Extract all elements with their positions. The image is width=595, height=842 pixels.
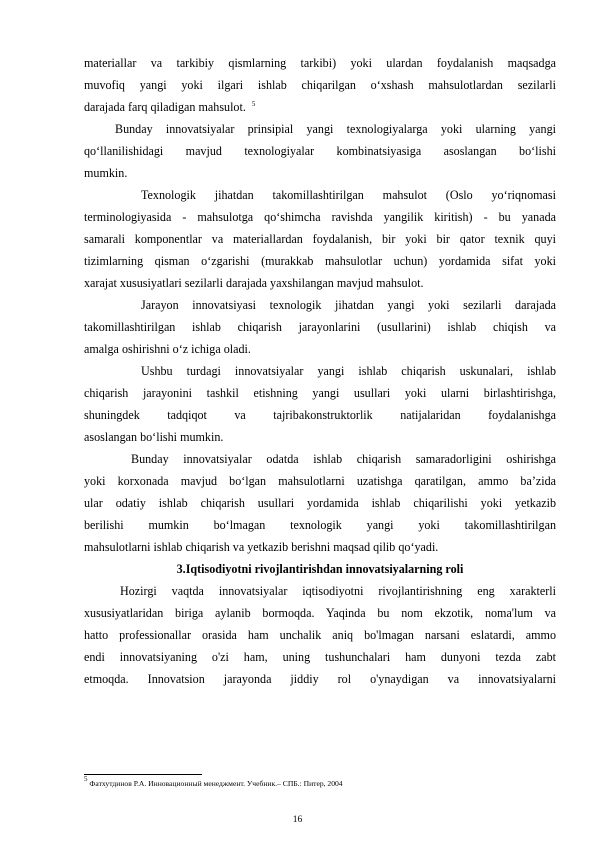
paragraph-6 (84, 448, 556, 558)
text-line: qo‘llanilishidagi mavjud texnologiyalar kombinatsiyasiga asoslangan bo‘lishi (84, 144, 556, 158)
footnote-reference[interactable]: 5 (251, 100, 256, 108)
text-line: shuningdek tadqiqot va tajribakonstruktorlik natijalaridan foydalanishga (84, 408, 556, 422)
text-line: muvofiq yangi yoki ilgari ishlab chiqarilgan o‘xshash mahsulotlardan sezilarli (84, 78, 556, 92)
text-line: yoki korxonada mavjud bo‘lgan mahsulotlarni uzatishga qaratilgan, ammo ba’zida (84, 474, 556, 488)
text-line: Bunday innovatsiyalar odatda ishlab chiqarish samaradorligini oshirishga (131, 452, 556, 466)
text-line: Texnologik jihatdan takomillashtirilgan mahsulot (Oslo yo‘riqnomasi (141, 188, 556, 202)
text-line: tizimlarning qisman o‘zgarishi (murakkab mahsulotlar uchun) yordamida sifat yoki (84, 254, 556, 268)
footnote-divider (84, 774, 202, 775)
text-line: berilishi mumkin bo‘lmagan texnologik yangi yoki takomillashtirilgan (84, 518, 556, 532)
text-line: materiallar va tarkibiy qismlarning tarkibi) yoki ulardan foydalanish maqsadga (84, 56, 556, 70)
paragraph-2 (84, 118, 556, 184)
text-line: takomillashtirilgan ishlab chiqarish jarayonlarini (usullarini) ishlab chiqish va (84, 320, 556, 334)
paragraph-4 (84, 294, 556, 360)
text-line: xarajat xususiyatlari sezilarli darajada yaxshilangan mavjud mahsulot. (84, 276, 424, 290)
text-line: samarali komponentlar va materiallardan foydalanish, bir yoki bir qator texnik quyi (84, 232, 556, 246)
text-line: Hozirgi vaqtda innovatsiyalar iqtisodiyotni rivojlantirishning eng xarakterli (120, 584, 556, 598)
text-line: ular odatiy ishlab chiqarish usullari yordamida ishlab chiqarilishi yoki yetkazib (84, 496, 556, 510)
text-line: Ushbu turdagi innovatsiyalar yangi ishlab chiqarish uskunalari, ishlab (141, 364, 556, 378)
text-line: mahsulotlarni ishlab chiqarish va yetkazib berishni maqsad qilib qo‘yadi. (84, 540, 439, 554)
text-line: etmoqda. Innovatsion jarayonda jiddiy rol o'ynaydigan va innovatsiyalarni (84, 672, 556, 686)
text-line: hatto professionallar orasida ham unchalik aniq bo'lmagan narsani eslatardi, ammo (84, 628, 556, 642)
text-line: endi innovatsiyaning o'zi ham, uning tushunchalari ham dunyoni tezda zabt (84, 650, 556, 664)
text-line: darajada farq qiladigan mahsulot. $^5$ (84, 100, 256, 114)
paragraph-1 (84, 52, 556, 118)
paragraph-7 (84, 580, 556, 690)
text-line: amalga oshirishni o‘z ichiga oladi. (84, 342, 251, 356)
text-line: chiqarish jarayonini tashkil etishning yangi usullari yoki ularni birlashtirishga, (84, 386, 556, 400)
paragraph-5 (84, 360, 556, 448)
text-line: Jarayon innovatsiyasi texnologik jihatdan yangi yoki sezilarli darajada (141, 298, 556, 312)
footnote-number: 5 (84, 775, 88, 783)
page-number: 16 (292, 815, 303, 825)
section-heading: 3.Iqtisodiyotni rivojlantirishdan innovatsiyalarning roli (176, 562, 464, 576)
text-line: asoslangan bo‘lishi mumkin. (84, 430, 224, 444)
text-line: Bunday innovatsiyalar prinsipial yangi texnologiyalarga yoki ularning yangi (115, 122, 556, 136)
footnote (84, 775, 343, 789)
text-line: mumkin. (84, 166, 128, 180)
text-line: xususiyatlaridan biriga aylanib bormoqda. Yaqinda bu nom ekzotik, noma'lum va (84, 606, 556, 620)
text-line: terminologiyasida - mahsulotga qo‘shimcha ravishda yangilik kiritish) - bu yanada (84, 210, 556, 224)
footnote-text: Фатхутдинов Р.А. Инновационный менеджмент. Учебник.– СПБ.: Питер, 2004 (89, 779, 343, 788)
paragraph-3 (84, 184, 556, 294)
